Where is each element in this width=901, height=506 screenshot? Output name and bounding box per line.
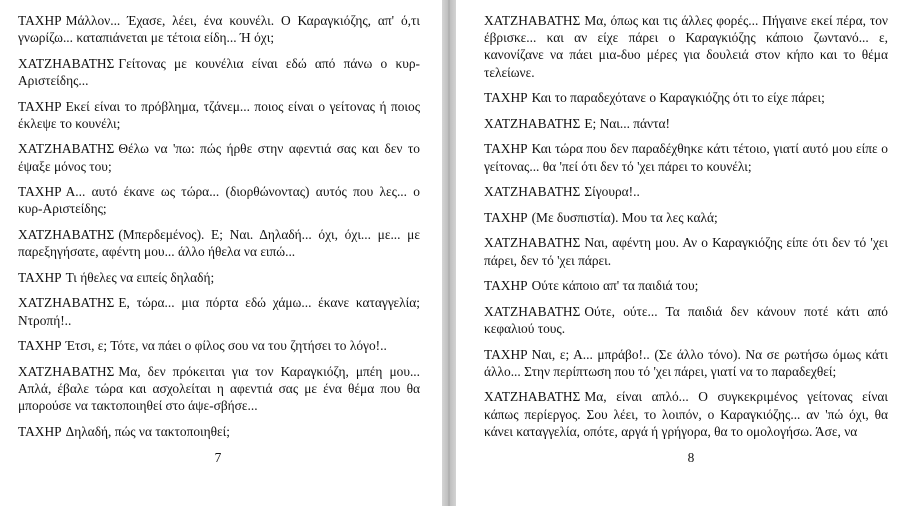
speaker-name: ΧΑΤΖΗΑΒΑΤΗΣ bbox=[484, 13, 581, 28]
dialogue-line bbox=[18, 226, 420, 260]
speaker-name: ΧΑΤΖΗΑΒΑΤΗΣ bbox=[18, 55, 115, 71]
dialogue-line bbox=[484, 209, 888, 226]
dialogue-text: Εκεί είναι το πρόβλημα, τζάνεμ... ποιος είναι ο γείτονας ή ποιος έκλεψε το κουνέλι; bbox=[18, 98, 420, 131]
speaker-name: ΤΑΧΗΡ bbox=[484, 141, 528, 157]
speaker-name: ΧΑΤΖΗΑΒΑΤΗΣ bbox=[484, 115, 581, 131]
dialogue-text: Ούτε κάποιο απ' τα παιδιά του; bbox=[531, 278, 699, 294]
dialogue-line bbox=[484, 303, 888, 337]
speaker-name: ΧΑΤΖΗΑΒΑΤΗΣ bbox=[484, 303, 581, 319]
dialogue-line bbox=[18, 55, 420, 89]
speaker-name: ΧΑΤΖΗΑΒΑΤΗΣ bbox=[484, 389, 581, 405]
page-right bbox=[456, 0, 901, 506]
page-number: 8 bbox=[687, 450, 695, 465]
speaker-name: ΤΑΧΗΡ bbox=[484, 90, 528, 106]
dialogue-line bbox=[484, 234, 888, 268]
speaker-name: ΧΑΤΖΗΑΒΑΤΗΣ bbox=[18, 363, 115, 379]
dialogue-line bbox=[18, 12, 420, 46]
speaker-name: ΤΑΧΗΡ bbox=[18, 269, 62, 285]
dialogue-line bbox=[18, 423, 420, 440]
dialogue-line bbox=[18, 337, 420, 354]
dialogue-text: Και το παραδεχότανε ο Καραγκιόζης ότι το είχε πάρει; bbox=[531, 90, 825, 106]
speaker-name: ΤΑΧΗΡ bbox=[18, 98, 62, 114]
dialogue-text: Ε, τώρα... μια πόρτα εδώ χάμω... έκανε καταγγελία; Ντροπή!.. bbox=[18, 295, 420, 328]
dialogue-line bbox=[484, 346, 888, 380]
dialogue-text: (Μπερδεμένος). Ε; Ναι. Δηλαδή... όχι, όχι... με... με παρεξηγήσατε, αφέντη μου... άλλο ήθελα να ειπώ... bbox=[18, 226, 420, 260]
speaker-name: ΤΑΧΗΡ bbox=[18, 423, 62, 439]
speaker-name: ΤΑΧΗΡ bbox=[484, 278, 528, 294]
dialogue-line bbox=[18, 294, 420, 328]
speaker-name: ΤΑΧΗΡ bbox=[18, 13, 62, 28]
speaker-name: ΤΑΧΗΡ bbox=[18, 184, 62, 200]
page-left-content bbox=[18, 12, 420, 448]
dialogue-text: Μάλλον... Έχασε, λέει, ένα κουνέλι. Ο Καραγκιόζης, απ' ό,τι γνωρίζω... καταπιάνεται με τέτοια είδη... Ή όχι; bbox=[18, 13, 420, 46]
dialogue-text: Τι ήθελες να ειπείς δηλαδή; bbox=[65, 269, 215, 285]
speaker-name: ΤΑΧΗΡ bbox=[484, 346, 528, 362]
dialogue-text: Δηλαδή, πώς να τακτοποιηθεί; bbox=[65, 423, 230, 439]
page-number: 7 bbox=[214, 450, 222, 465]
dialogue-text: Σίγουρα!.. bbox=[584, 184, 640, 200]
speaker-name: ΧΑΤΖΗΑΒΑΤΗΣ bbox=[18, 141, 115, 157]
dialogue-line bbox=[484, 140, 888, 174]
dialogue-text: Ούτε, ούτε... Τα παιδιά δεν κάνουν ποτέ κάτι από κεφαλιού τους. bbox=[484, 303, 888, 336]
dialogue-text: Θέλω να 'πω: πώς ήρθε στην αφεντιά σας και δεν το έψαξε μόνος του; bbox=[18, 141, 420, 174]
speaker-name: ΧΑΤΖΗΑΒΑΤΗΣ bbox=[484, 235, 581, 251]
speaker-name: ΧΑΤΖΗΑΒΑΤΗΣ bbox=[484, 184, 581, 200]
dialogue-text: Ναι, ε; Α... μπράβο!.. (Σε άλλο τόνο). Να σε ρωτήσω όμως κάτι άλλο... Στην περίπτωση που τό 'χει πάρει, γιατί να το παραδεχθεί; bbox=[484, 346, 888, 379]
speaker-name: ΤΑΧΗΡ bbox=[484, 209, 528, 225]
dialogue-line bbox=[18, 183, 420, 217]
dialogue-line bbox=[484, 277, 888, 294]
dialogue-line bbox=[18, 363, 420, 415]
book-gutter bbox=[442, 0, 456, 506]
dialogue-text: (Με δυσπιστία). Μου τα λες καλά; bbox=[531, 209, 718, 225]
dialogue-text: Μα, είναι απλό... Ο συγκεκριμένος γείτονας είναι κάπως περίεργος. Σου λέει, το λοιπόν, ο Καραγκιόζης... αν 'πώ όχι, θα κάνει καταγγελία, οπότε, αργά ή γρήγορα, θα το ομολογήσω. Άσε, να bbox=[484, 389, 888, 439]
dialogue-line bbox=[18, 269, 420, 286]
dialogue-text: Μα, όπως και τις άλλες φορές... Πήγαινε εκεί πέρα, τον έβρισκε... και αν είχε πάρει ο Καραγκιόζης κάποιο ζωντανό... ε, κανονίζανε να πάει μια-δυο μέρες για δουλειά στον κήπο και το θέμα τελείωνε. bbox=[484, 13, 888, 80]
dialogue-line bbox=[18, 98, 420, 132]
dialogue-text: Έτσι, ε; Τότε, να πάει ο φίλος σου να του ζητήσει το λόγο!.. bbox=[65, 338, 387, 354]
dialogue-text: Ε; Ναι... πάντα! bbox=[584, 115, 670, 131]
dialogue-line bbox=[484, 89, 888, 106]
page-left bbox=[0, 0, 442, 506]
dialogue-line bbox=[484, 115, 888, 132]
dialogue-text: Α... αυτό έκανε ως τώρα... (διορθώνοντας) αυτός που λες... ο κυρ-Αριστείδης; bbox=[18, 184, 420, 217]
dialogue-text: Και τώρα που δεν παραδέχθηκε κάτι τέτοιο, γιατί αυτό μου είπε ο γείτονας... θα 'πεί ότι δεν τό 'χει πάρει το κουνέλι; bbox=[484, 141, 888, 174]
speaker-name: ΤΑΧΗΡ bbox=[18, 338, 62, 354]
dialogue-text: Μα, δεν πρόκειται για τον Καραγκιόζη, μπέη μου... Απλά, έβαλε τώρα και ασχολείται η αφεντιά σας με ένα θέμα που θα μπορούσε να τακτοποιηθεί στο άψε-σβήσε... bbox=[18, 363, 420, 414]
dialogue-text: Ναι, αφέντη μου. Αν ο Καραγκιόζης είπε ότι δεν τό 'χει πάρει, δεν τό 'χει πάρει. bbox=[484, 235, 888, 268]
dialogue-line bbox=[18, 140, 420, 174]
speaker-name: ΧΑΤΖΗΑΒΑΤΗΣ bbox=[18, 226, 115, 242]
dialogue-text: Γείτονας με κουνέλια είναι εδώ από πάνω ο κυρ-Αριστείδης... bbox=[18, 55, 420, 88]
dialogue-line bbox=[484, 388, 888, 440]
page-right-content bbox=[484, 12, 888, 448]
dialogue-line bbox=[484, 183, 888, 200]
speaker-name: ΧΑΤΖΗΑΒΑΤΗΣ bbox=[18, 295, 115, 311]
dialogue-line bbox=[484, 12, 888, 81]
